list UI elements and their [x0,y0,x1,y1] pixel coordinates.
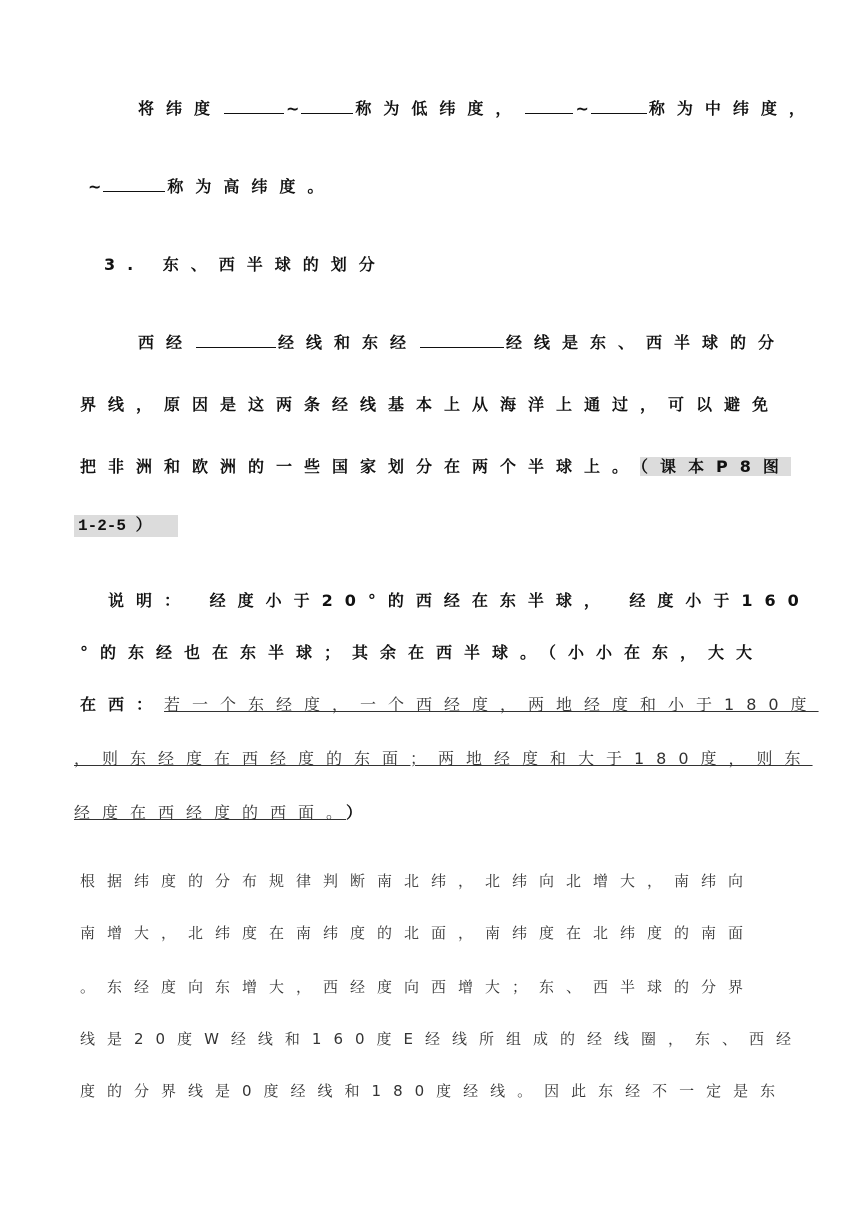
explain-line-4: 线是20度W经线和160度E经线所组成的经线圈，东、西经 [80,1030,804,1048]
latitude-division-line-1 [138,96,817,119]
text-segment: 称为高纬度。 [167,177,336,196]
text-segment: 将纬度 [138,99,223,118]
answer-blank [103,190,165,192]
text-segment: 在西： [80,695,165,714]
hemisphere-boundary-line-2: 界线，原因是这两条经线基本上从海洋上通过，可以避免 [80,395,781,414]
explain-line-5: 度的分界线是0度经线和180度经线。因此东经不一定是东 [80,1082,788,1100]
text-segment: 西经 [138,333,195,352]
latitude-division-line-2 [88,174,335,197]
text-segment: 称为中纬度， [648,99,817,118]
explain-line-1: 根据纬度的分布规律判断南北纬，北纬向北增大，南纬向 [80,872,756,890]
explain-line-2: 南增大，北纬度在南纬度的北面，南纬度在北纬度的南面 [80,924,756,942]
closing-paren: ） [346,803,375,822]
tilde-mark: ~ [286,99,300,118]
hemisphere-boundary-line-3 [80,454,791,477]
text-segment: 称为低纬度， [355,99,524,118]
underlined-rule: 若一个东经度，一个西经度，两地经度和小于180度 [164,695,819,714]
answer-blank [224,112,284,114]
answer-blank [196,346,276,348]
section-heading: 3. 东、西半球的划分 [104,255,387,274]
explain-line-3: 。东经度向东增大，西经度向西增大；东、西半球的分界 [80,978,756,996]
answer-blank [591,112,647,114]
note-line-3 [80,692,819,715]
hemisphere-boundary-line-1 [138,330,786,353]
textbook-reference: （课本P8图 [640,457,791,476]
hemisphere-boundary-line-4 [74,512,178,535]
answer-blank [420,346,504,348]
note-line-5 [74,800,374,823]
answer-blank [525,112,573,114]
underlined-rule: 经度在西经度的西面。 [74,803,347,822]
text-segment: 经线和东经 [278,333,419,352]
answer-blank [301,112,353,114]
text-segment: 把非洲和欧洲的一些国家划分在两个半球上。 [80,457,641,476]
note-line-4 [74,746,813,769]
tilde-mark: ~ [575,99,589,118]
note-line-2: °的东经也在东半球；其余在西半球。（小小在东，大大 [80,643,765,662]
underlined-rule: ，则东经度在西经度的东面；两地经度和大于180度，则东 [74,749,813,768]
textbook-figure-ref: 1-2-5 ） [74,515,178,537]
note-line-1: 说明： 经度小于20°的西经在东半球， 经度小于160 [108,591,811,610]
text-segment: 经线是东、西半球的分 [506,333,787,352]
tilde-mark: ~ [88,177,102,196]
